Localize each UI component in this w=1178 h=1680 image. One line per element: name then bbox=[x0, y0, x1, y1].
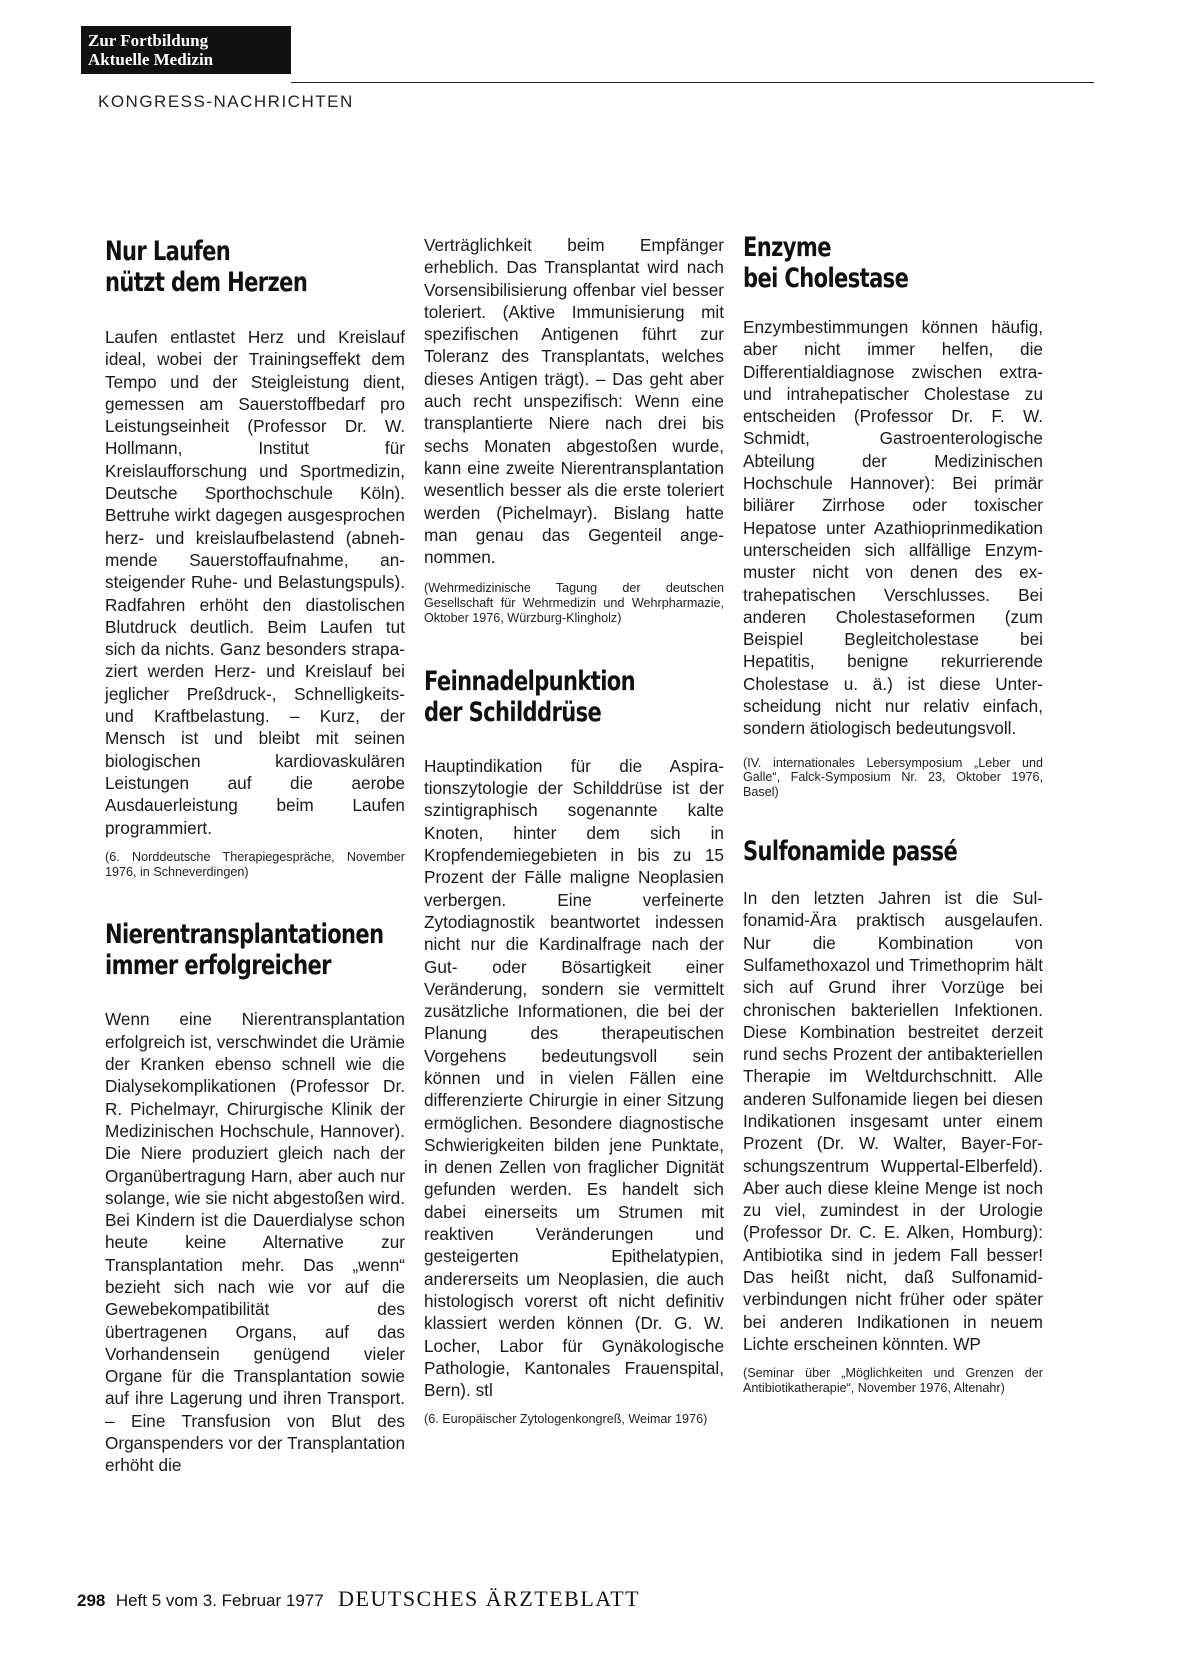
article-5-title-line-1: Sulfonamide passé bbox=[743, 836, 958, 868]
article-4-body: Enzymbestimmungen können häufig, aber nicht immer helfen, die Differentialdiagnose zwischen extra- und intrahepatischer Cholestase zu entscheiden (Professor Dr. F. W. Schmidt, Gastroenterologische Abteilung der Medizinischen Hochschule Hannover): Bei primär biliärer Zirrhose oder toxischer Hepatose unter Azathioprinmedikation unterscheiden sich allfällige Enzymmuster nicht von denen des extrahepatischen Verschlusses. Bei anderen Cholestaseformen (zum Beispiel Begleitcholestase bei Hepatitis, benigne rekurrierende Cholestase u. ä.) ist diese Unterscheidung nicht nur relativ einfach, sondern ätiologisch bedeutungsvoll. bbox=[743, 317, 1043, 739]
rubric-box bbox=[81, 26, 291, 74]
article-3-title-line-2: der Schilddrüse bbox=[424, 696, 602, 728]
article-4-title-line-1: Enzyme bbox=[743, 232, 831, 263]
page-footer bbox=[77, 1586, 640, 1612]
article-3-title bbox=[424, 666, 724, 728]
article-1-title-line-2: nützt dem Herzen bbox=[105, 267, 308, 298]
rubric-line-1: Zur Fortbildung bbox=[88, 31, 209, 50]
article-5-source: (Seminar über „Möglichkeiten und Grenzen der Antibiotikatherapie“, November 1976, Altenahr) bbox=[743, 1366, 1043, 1396]
article-4-title-line-2: bei Cholestase bbox=[743, 263, 909, 294]
article-4-title bbox=[743, 232, 1043, 294]
article-3-body: Hauptindikation für die Aspirationszytologie der Schilddrüse ist der szintigraphisch sogenannte kalte Knoten, hinter dem sich in Kropfendemiegebieten in bis zu 15 Prozent der Fälle maligne Neoplasien verbergen. Eine verfeinerte Zytodiagnostik beantwortet indessen nicht nur die Kardinalfrage nach der Gut- oder Bösartigkeit einer Veränderung, sondern sie vermittelt zusätzliche Informationen, die bei der Planung des therapeutischen Vorgehens bedeutungsvoll sein können und in vielen Fällen eine differenzierte Chirurgie in einer Sitzung ermöglichen. Besondere diagnostische Schwierigkeiten bilden jene Punktate, in denen Zellen von fraglicher Dignität gefunden werden. Es handelt sich dabei einerseits um Strumen mit reaktiven Veränderungen und gesteigerten Epithelatypien, andererseits um Neoplasien, die auch histologisch vorerst oft nicht definitiv klassiert werden können (Dr. G. W. Locher, Labor für Gynäkologische Pathologie, Kantonales Frauenspital, Bern). stl bbox=[424, 755, 724, 1401]
article-1-title bbox=[105, 236, 405, 298]
article-2-title-line-1: Nierentransplantationen bbox=[105, 919, 384, 951]
rubric-line-2: Aktuelle Medizin bbox=[88, 50, 214, 69]
article-2-body-continued: Verträglichkeit beim Empfänger erheblich. Das Transplantat wird nach Vorsensibilisierung offenbar viel besser toleriert. (Aktive Immunisierung mit spezifischen Antigenen führt zur Toleranz des Transplantats, welches dieses Antigen trägt). – Das geht aber auch recht unspezifisch: Wenn eine transplantierte Niere nach drei bis sechs Monaten abgestoßen wurde, kann eine zweite Nierentransplantation wesentlich besser als die erste toleriert werden (Pichelmayr). Bislang hatte man genau das Gegenteil angenommen. bbox=[424, 235, 724, 568]
article-2-body: Wenn eine Nierentransplantation erfolgreich ist, verschwindet die Urämie der Kranken ebenso schnell wie die Dialysekomplikationen (Professor Dr. R. Pichelmayr, Chirurgische Klinik der Medizinischen Hochschule, Hannover). Die Niere produziert gleich nach der Organübertragung Harn, aber auch nur solange, wie sie nicht abgestoßen wird. Bei Kindern ist die Dauerdialyse schon heute keine Alternative zur Transplantation mehr. Das „wenn“ bezieht sich nach wie vor auf die Gewebekompatibilität des übertragenen Organs, auf das Vorhandensein genügend vieler Organe für die Transplantation sowie auf ihre Lagerung und ihren Transport. – Eine Transfusion von Blut des Organspenders vor der Transplantation erhöht die bbox=[105, 1009, 405, 1476]
article-2-source: (Wehrmedizinische Tagung der deutschen Gesellschaft für Wehrmedizin und Wehrpharmazie, Oktober 1976, Würzburg-Klingholz) bbox=[424, 581, 724, 626]
section-label: KONGRESS-NACHRICHTEN bbox=[98, 92, 354, 111]
column-3 bbox=[743, 232, 1043, 1396]
article-1-body: Laufen entlastet Herz und Kreislauf ideal, wobei der Trainingseffekt dem Tempo und der Steigleistung dient, gemessen am Sauerstoffbedarf pro Leistungseinheit (Professor Dr. W. Hollmann, Institut für Kreislaufforschung und Sportmedizin, Deutsche Sporthochschule Köln). Bettruhe wirkt dagegen ausgesprochen herz- und kreislaufbelastend (abnehmende Sauerstoffaufnahme, ansteigender Ruhe- und Belastungspuls). Radfahren erhöht den diastolischen Blutdruck deutlich. Beim Laufen tut sich da nichts. Ganz besonders strapaziert werden Herz- und Kreislauf bei jeglicher Preßdruck-, Schnelligkeits- und Kraftbelastung. – Kurz, der Mensch ist und bleibt mit seinen biologischen kardiovaskulären Leistungen auf die aerobe Ausdauerleistung beim Laufen programmiert. bbox=[105, 327, 405, 838]
article-3-source: (6. Europäischer Zytologenkongreß, Weimar 1976) bbox=[424, 1412, 708, 1427]
article-5-title bbox=[743, 836, 1043, 867]
column-1 bbox=[105, 236, 405, 1477]
article-2-title bbox=[105, 919, 405, 981]
article-5-body: In den letzten Jahren ist die Sulfonamid-Ära praktisch ausgelaufen. Nur die Kombination von Sulfamethoxazol und Trimethoprim hält sich auf Grund ihrer Vorzüge bei chronischen bakteriellen Infektionen. Diese Kombination bestreitet derzeit rund sechs Prozent der antibakteriellen Therapie im Weltdurchschnitt. Alle anderen Sulfonamide liegen bei diesen Indikationen insgesamt unter einem Prozent (Dr. W. Walter, Bayer-Forschungszentrum Wuppertal-Elberfeld). Aber auch diese kleine Menge ist noch zu viel, zumindest in der Urologie (Professor Dr. C. E. Alken, Homburg): Antibiotika sind in jedem Fall besser! Das heißt nicht, daß Sulfonamidverbindungen nicht früher oder später bei anderen Indikationen in neuem Lichte erscheinen könnten. WP bbox=[743, 888, 1043, 1354]
journal-name: DEUTSCHES ÄRZTEBLATT bbox=[338, 1586, 641, 1611]
article-4-source: (IV. internationales Lebersymposium „Leber und Galle“, Falck-Symposium Nr. 23, Oktober 1976, Basel) bbox=[743, 755, 1043, 800]
article-2-title-line-2: immer erfolgreicher bbox=[105, 950, 331, 982]
issue-info: Heft 5 vom 3. Februar 1977 bbox=[115, 1591, 324, 1610]
column-2 bbox=[424, 234, 724, 1427]
article-1-title-line-1: Nur Laufen bbox=[105, 236, 231, 267]
article-3-title-line-1: Feinnadelpunktion bbox=[424, 665, 636, 697]
header-rule bbox=[291, 82, 1094, 83]
page-number: 298 bbox=[77, 1591, 106, 1610]
article-1-source: (6. Norddeutsche Therapiegespräche, November 1976, in Schneverdingen) bbox=[105, 849, 405, 879]
